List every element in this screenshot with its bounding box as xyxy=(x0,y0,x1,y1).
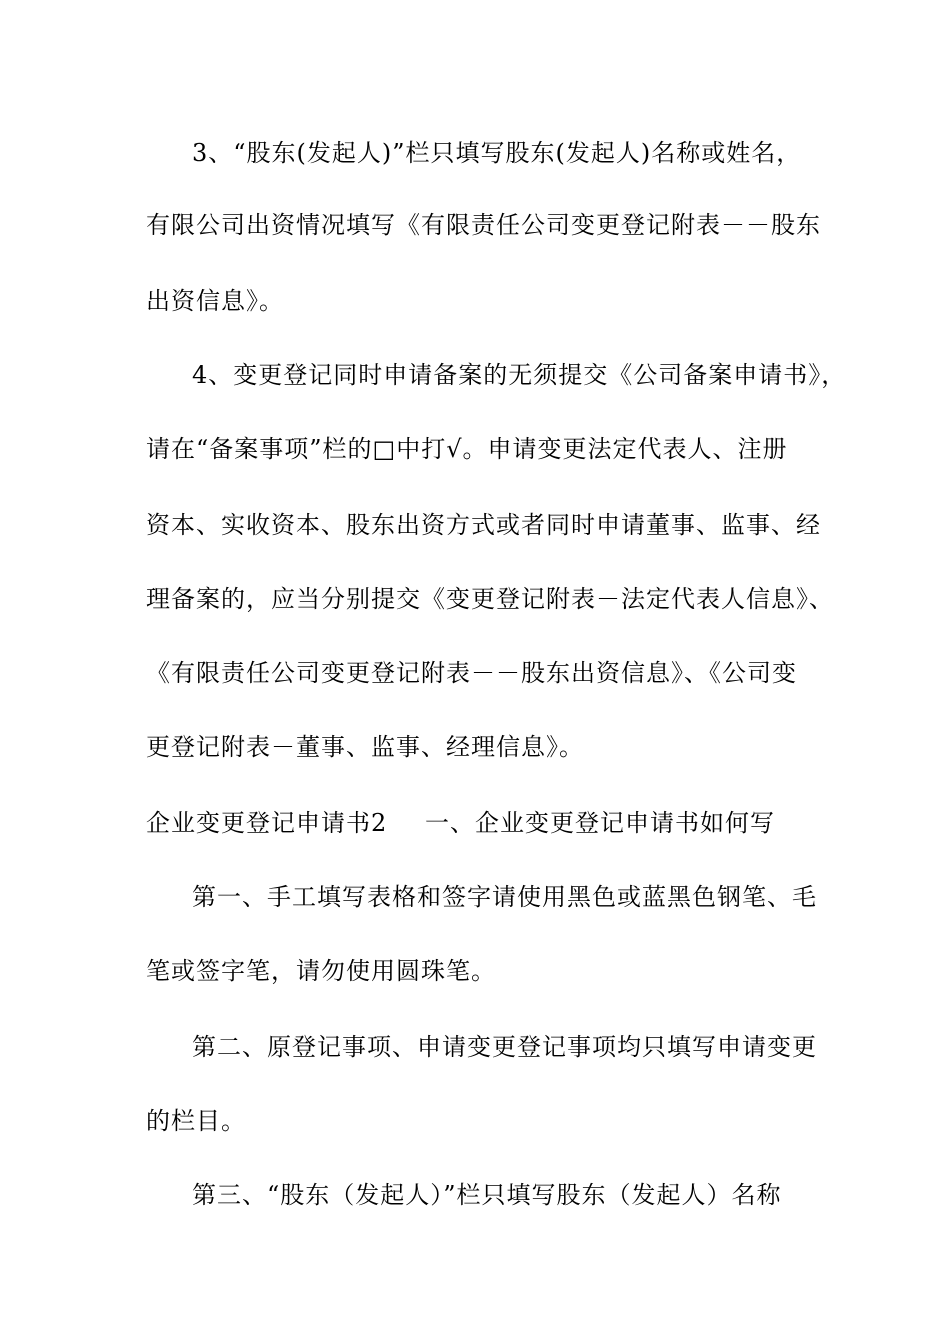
paragraph-line: 更登记附表－董事、监事、经理信息》。 xyxy=(146,733,584,761)
paragraph-line: 3、“股东(发起人)”栏只填写股东(发起人)名称或姓名， xyxy=(192,139,802,167)
paragraph-line: 请在“备案事项”栏的□中打√。申请变更法定代表人、注册 xyxy=(146,435,788,463)
paragraph-line: 笔或签字笔，请勿使用圆珠笔。 xyxy=(146,957,496,985)
paragraph-line: 理备案的，应当分别提交《变更登记附表－法定代表人信息》、 xyxy=(146,585,834,613)
paragraph-line: 的栏目。 xyxy=(146,1107,246,1135)
paragraph-line: 资本、实收资本、股东出资方式或者同时申请董事、监事、经 xyxy=(146,511,821,539)
paragraph-line: 《有限责任公司变更登记附表－－股东出资信息》、《公司变 xyxy=(146,659,797,687)
paragraph-line: 第二、原登记事项、申请变更登记事项均只填写申请变更 xyxy=(192,1033,817,1061)
paragraph-line: 4、变更登记同时申请备案的无须提交《公司备案申请书》， xyxy=(192,361,847,389)
section-subtitle: 一、企业变更登记申请书如何写 xyxy=(425,809,775,837)
paragraph-line: 出资信息》。 xyxy=(146,287,284,315)
section-title: 企业变更登记申请书2 xyxy=(146,809,388,837)
paragraph-line: 第一、手工填写表格和签字请使用黑色或蓝黑色钢笔、毛 xyxy=(192,883,817,911)
paragraph-line: 有限公司出资情况填写《有限责任公司变更登记附表－－股东 xyxy=(146,211,821,239)
paragraph-line: 第三、“股东（发起人）”栏只填写股东（发起人）名称 xyxy=(192,1181,782,1209)
